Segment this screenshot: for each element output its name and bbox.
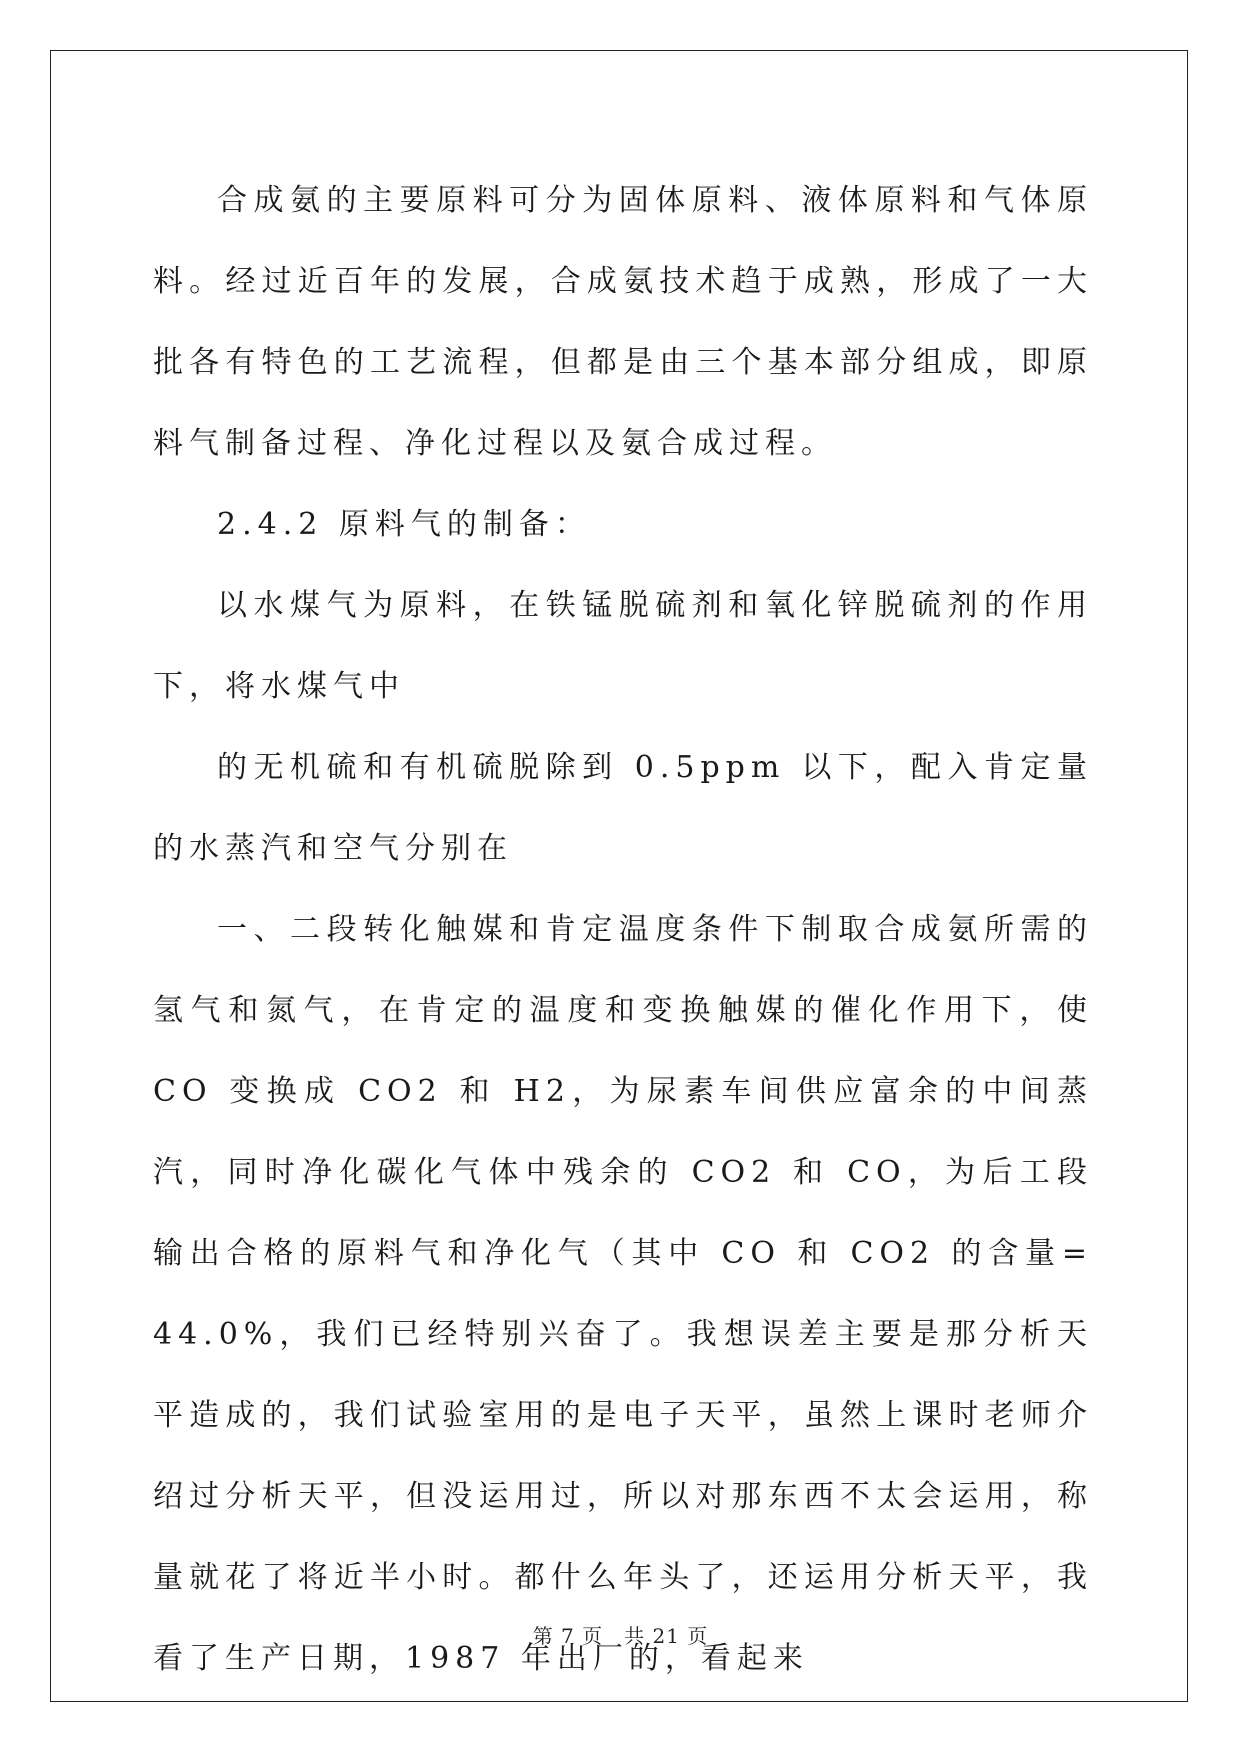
page-number-footer: 第 7 页 共 21 页 <box>532 1624 709 1648</box>
paragraph-conversion-and-balance: 一、二段转化触媒和肯定温度条件下制取合成氨所需的氢气和氮气，在肯定的温度和变换触媒的催化作用下，使 CO 变换成 CO2 和 H2，为尿素车间供应富余的中间蒸汽，同时净化碳化气体中残余的 CO2 和 CO，为后工段输出合格的原料气和净化气（其中 CO 和 CO2 的含量=44.0%，我们已经特别兴奋了。我想误差主要是那分析天平造成的，我们试验室用的是电子天平，虽然上课时老师介绍过分析天平，但没运用过，所以对那东西不太会运用，称量就花了将近半小时。都什么年头了，还运用分析天平，我看了生产日期，1987 年出厂的，看起来 <box>153 912 1093 1676</box>
paragraph-water-gas-desulfurization: 以水煤气为原料，在铁锰脱硫剂和氧化锌脱硫剂的作用下，将水煤气中 <box>153 588 1093 704</box>
document-body <box>153 160 1093 1699</box>
paragraph-ammonia-raw-materials: 合成氨的主要原料可分为固体原料、液体原料和气体原料。经过近百年的发展，合成氨技术趋于成熟，形成了一大批各有特色的工艺流程，但都是由三个基本部分组成，即原料气制备过程、净化过程以及氨合成过程。 <box>153 183 1093 461</box>
paragraph-sulfur-removal: 的无机硫和有机硫脱除到 0.5ppm 以下，配入肯定量的水蒸汽和空气分别在 <box>153 750 1093 866</box>
section-heading-feed-gas-preparation: 2.4.2 原料气的制备： <box>217 507 591 542</box>
